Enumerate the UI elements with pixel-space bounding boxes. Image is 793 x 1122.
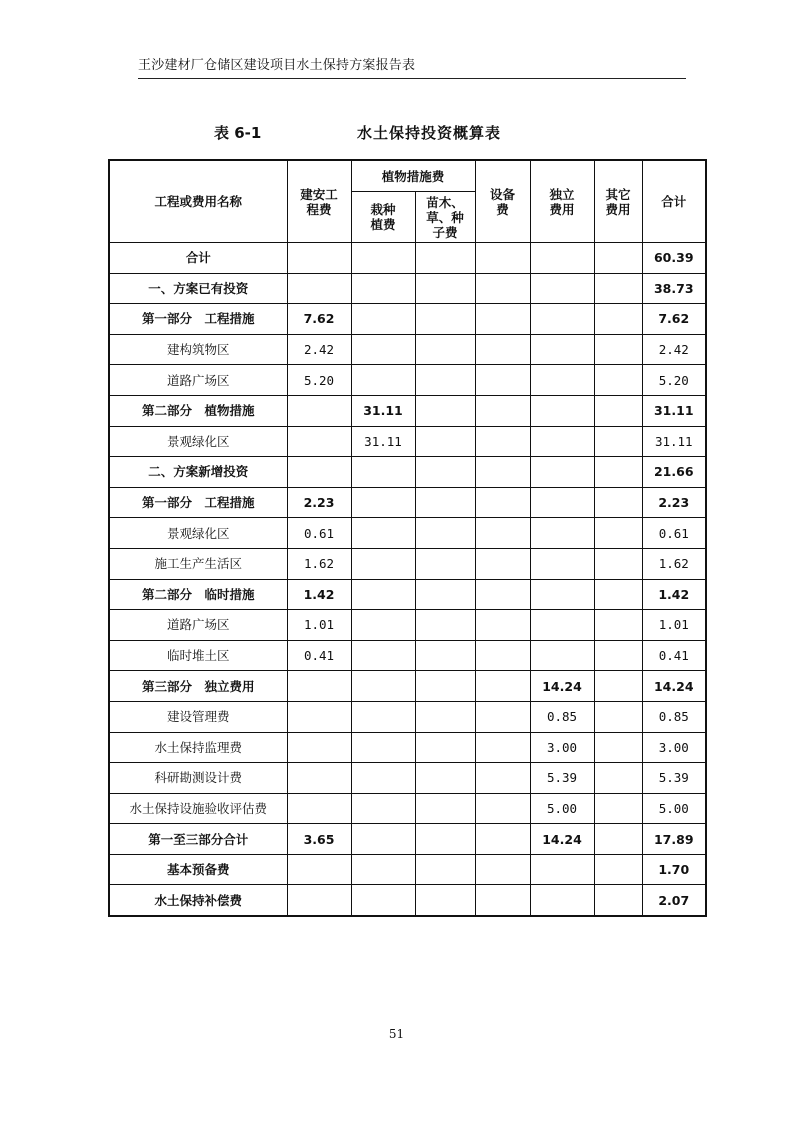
cell-seedling (415, 243, 475, 274)
cell-planting (351, 518, 415, 549)
cell-equipment (475, 610, 530, 641)
cell-other (594, 365, 642, 396)
cell-seedling (415, 793, 475, 824)
cell-independent (530, 518, 594, 549)
row-label: 建构筑物区 (109, 334, 287, 365)
cell-independent (530, 640, 594, 671)
cell-planting (351, 273, 415, 304)
table-row (109, 579, 706, 610)
col-header-planting: 栽种 植费 (351, 192, 415, 243)
cell-total: 38.73 (642, 273, 706, 304)
table-row (109, 334, 706, 365)
cell-planting (351, 701, 415, 732)
cell-independent (530, 457, 594, 488)
cell-seedling (415, 334, 475, 365)
cell-construction (287, 457, 351, 488)
cell-planting (351, 334, 415, 365)
cell-planting (351, 732, 415, 763)
cell-equipment (475, 426, 530, 457)
cell-planting (351, 610, 415, 641)
cell-construction (287, 701, 351, 732)
row-label: 临时堆土区 (109, 640, 287, 671)
cell-independent (530, 579, 594, 610)
cell-seedling (415, 610, 475, 641)
col-header-other: 其它 费用 (594, 160, 642, 243)
cell-total: 1.01 (642, 610, 706, 641)
cell-planting (351, 487, 415, 518)
row-label: 合计 (109, 243, 287, 274)
cell-construction: 1.62 (287, 548, 351, 579)
cell-seedling (415, 457, 475, 488)
table-row (109, 487, 706, 518)
cell-seedling (415, 548, 475, 579)
cell-construction: 1.42 (287, 579, 351, 610)
table-row (109, 395, 706, 426)
cell-other (594, 395, 642, 426)
table-row (109, 671, 706, 702)
cell-total: 21.66 (642, 457, 706, 488)
cell-construction: 3.65 (287, 824, 351, 855)
cell-independent (530, 304, 594, 335)
cell-total: 17.89 (642, 824, 706, 855)
table-row (109, 518, 706, 549)
col-header-name: 工程或费用名称 (109, 160, 287, 243)
row-label: 水土保持监理费 (109, 732, 287, 763)
row-label: 第二部分 临时措施 (109, 579, 287, 610)
table-row (109, 854, 706, 885)
cell-construction: 5.20 (287, 365, 351, 396)
cell-equipment (475, 579, 530, 610)
cell-seedling (415, 487, 475, 518)
row-label: 建设管理费 (109, 701, 287, 732)
row-label: 一、方案已有投资 (109, 273, 287, 304)
running-header: 王沙建材厂仓储区建设项目水土保持方案报告表 (138, 54, 686, 79)
cell-other (594, 243, 642, 274)
cell-equipment (475, 763, 530, 794)
cell-other (594, 824, 642, 855)
cell-planting (351, 671, 415, 702)
cell-seedling (415, 885, 475, 916)
cell-planting (351, 579, 415, 610)
cell-construction: 2.23 (287, 487, 351, 518)
page-number: 51 (388, 1027, 405, 1041)
table-row (109, 304, 706, 335)
cell-equipment (475, 548, 530, 579)
cell-seedling (415, 273, 475, 304)
cell-other (594, 334, 642, 365)
cell-construction (287, 426, 351, 457)
row-label: 科研勘测设计费 (109, 763, 287, 794)
cell-construction: 2.42 (287, 334, 351, 365)
col-header-total: 合计 (642, 160, 706, 243)
cell-total: 5.39 (642, 763, 706, 794)
cell-planting (351, 763, 415, 794)
cell-construction: 1.01 (287, 610, 351, 641)
row-label: 施工生产生活区 (109, 548, 287, 579)
table-row (109, 640, 706, 671)
cell-total: 2.07 (642, 885, 706, 916)
cell-total: 0.61 (642, 518, 706, 549)
cell-other (594, 457, 642, 488)
cell-planting (351, 304, 415, 335)
col-header-seedling: 苗木、 草、种 子费 (415, 192, 475, 243)
cell-total: 60.39 (642, 243, 706, 274)
cell-planting (351, 243, 415, 274)
row-label: 水土保持设施验收评估费 (109, 793, 287, 824)
cell-construction (287, 671, 351, 702)
cell-total: 1.62 (642, 548, 706, 579)
cell-construction (287, 793, 351, 824)
cell-independent: 0.85 (530, 701, 594, 732)
investment-budget-table (108, 159, 707, 917)
cell-equipment (475, 640, 530, 671)
cell-total: 7.62 (642, 304, 706, 335)
cell-other (594, 732, 642, 763)
cell-construction (287, 854, 351, 885)
col-header-independent: 独立 费用 (530, 160, 594, 243)
cell-seedling (415, 732, 475, 763)
cell-construction (287, 885, 351, 916)
cell-other (594, 701, 642, 732)
cell-independent: 14.24 (530, 671, 594, 702)
cell-planting: 31.11 (351, 426, 415, 457)
cell-seedling (415, 671, 475, 702)
cell-other (594, 304, 642, 335)
cell-other (594, 885, 642, 916)
cell-construction (287, 763, 351, 794)
cell-seedling (415, 854, 475, 885)
cell-independent: 14.24 (530, 824, 594, 855)
table-row (109, 732, 706, 763)
cell-seedling (415, 304, 475, 335)
cell-total: 2.42 (642, 334, 706, 365)
cell-independent: 3.00 (530, 732, 594, 763)
cell-independent (530, 854, 594, 885)
cell-other (594, 518, 642, 549)
table-row (109, 548, 706, 579)
col-header-equipment: 设备 费 (475, 160, 530, 243)
cell-seedling (415, 640, 475, 671)
col-header-plant-measures: 植物措施费 (351, 160, 475, 192)
cell-equipment (475, 304, 530, 335)
cell-other (594, 487, 642, 518)
table-row (109, 457, 706, 488)
table-body (109, 243, 706, 917)
row-label: 景观绿化区 (109, 426, 287, 457)
table-row (109, 273, 706, 304)
cell-other (594, 273, 642, 304)
cell-seedling (415, 395, 475, 426)
cell-equipment (475, 457, 530, 488)
table-row (109, 426, 706, 457)
cell-independent (530, 243, 594, 274)
row-label: 第一部分 工程措施 (109, 304, 287, 335)
cell-equipment (475, 885, 530, 916)
cell-independent (530, 548, 594, 579)
cell-other (594, 854, 642, 885)
cell-construction (287, 395, 351, 426)
cell-independent (530, 365, 594, 396)
row-label: 道路广场区 (109, 365, 287, 396)
cell-independent (530, 610, 594, 641)
cell-seedling (415, 763, 475, 794)
cell-planting (351, 365, 415, 396)
cell-total: 31.11 (642, 426, 706, 457)
cell-seedling (415, 824, 475, 855)
cell-construction: 7.62 (287, 304, 351, 335)
table-row (109, 763, 706, 794)
cell-planting (351, 885, 415, 916)
cell-equipment (475, 334, 530, 365)
cell-independent: 5.00 (530, 793, 594, 824)
row-label: 二、方案新增投资 (109, 457, 287, 488)
cell-seedling (415, 518, 475, 549)
cell-seedling (415, 365, 475, 396)
cell-other (594, 763, 642, 794)
cell-equipment (475, 732, 530, 763)
cell-other (594, 610, 642, 641)
cell-planting (351, 793, 415, 824)
cell-construction: 0.61 (287, 518, 351, 549)
table-header (109, 160, 706, 243)
row-label: 第三部分 独立费用 (109, 671, 287, 702)
cell-total: 5.00 (642, 793, 706, 824)
cell-other (594, 548, 642, 579)
table-number: 表 6-1 (214, 124, 262, 142)
row-label: 道路广场区 (109, 610, 287, 641)
table-row (109, 610, 706, 641)
cell-total: 2.23 (642, 487, 706, 518)
cell-seedling (415, 426, 475, 457)
cell-independent (530, 426, 594, 457)
cell-seedling (415, 579, 475, 610)
row-label: 第一至三部分合计 (109, 824, 287, 855)
cell-total: 0.41 (642, 640, 706, 671)
cell-independent: 5.39 (530, 763, 594, 794)
cell-planting (351, 548, 415, 579)
row-label: 景观绿化区 (109, 518, 287, 549)
table-row (109, 793, 706, 824)
cell-other (594, 426, 642, 457)
cell-total: 31.11 (642, 395, 706, 426)
cell-equipment (475, 824, 530, 855)
table-row (109, 365, 706, 396)
cell-other (594, 793, 642, 824)
cell-equipment (475, 243, 530, 274)
cell-independent (530, 885, 594, 916)
cell-planting: 31.11 (351, 395, 415, 426)
cell-construction: 0.41 (287, 640, 351, 671)
cell-planting (351, 457, 415, 488)
cell-construction (287, 273, 351, 304)
cell-total: 5.20 (642, 365, 706, 396)
cell-equipment (475, 273, 530, 304)
cell-planting (351, 640, 415, 671)
cell-independent (530, 334, 594, 365)
cell-other (594, 671, 642, 702)
cell-equipment (475, 365, 530, 396)
cell-other (594, 579, 642, 610)
table-title: 水土保持投资概算表 (357, 124, 502, 142)
row-label: 第一部分 工程措施 (109, 487, 287, 518)
cell-total: 14.24 (642, 671, 706, 702)
row-label: 第二部分 植物措施 (109, 395, 287, 426)
cell-equipment (475, 793, 530, 824)
cell-total: 0.85 (642, 701, 706, 732)
cell-planting (351, 854, 415, 885)
cell-equipment (475, 518, 530, 549)
cell-seedling (415, 701, 475, 732)
table-row (109, 824, 706, 855)
cell-equipment (475, 701, 530, 732)
cell-independent (530, 273, 594, 304)
cell-equipment (475, 854, 530, 885)
cell-construction (287, 243, 351, 274)
row-label: 水土保持补偿费 (109, 885, 287, 916)
row-label: 基本预备费 (109, 854, 287, 885)
col-header-construction: 建安工 程费 (287, 160, 351, 243)
cell-construction (287, 732, 351, 763)
cell-total: 1.42 (642, 579, 706, 610)
table-row (109, 885, 706, 916)
cell-independent (530, 487, 594, 518)
cell-planting (351, 824, 415, 855)
cell-other (594, 640, 642, 671)
cell-equipment (475, 395, 530, 426)
cell-independent (530, 395, 594, 426)
table-row (109, 701, 706, 732)
cell-total: 3.00 (642, 732, 706, 763)
table-row (109, 243, 706, 274)
cell-equipment (475, 671, 530, 702)
cell-equipment (475, 487, 530, 518)
cell-total: 1.70 (642, 854, 706, 885)
